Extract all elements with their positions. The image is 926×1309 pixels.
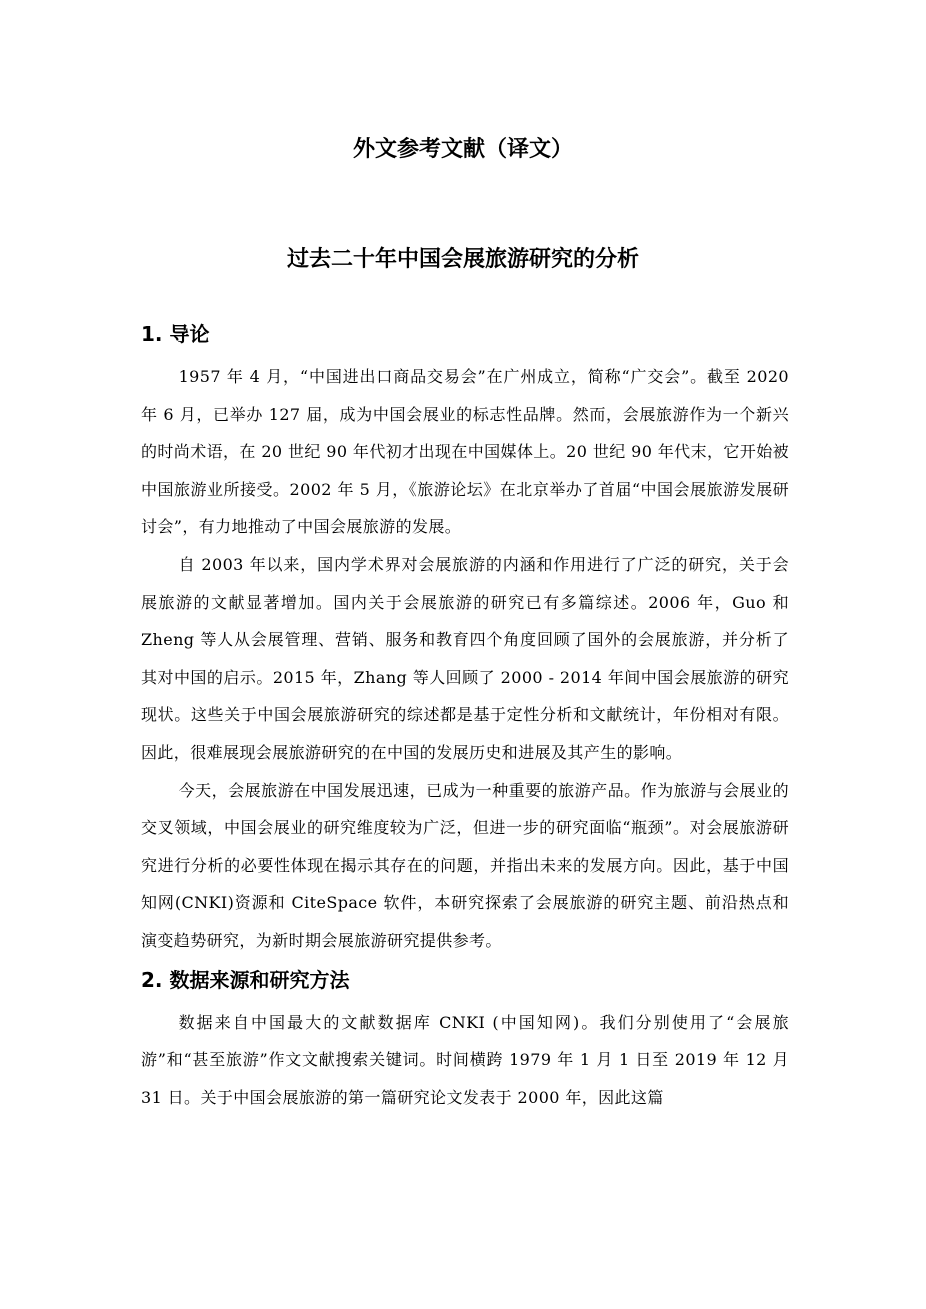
paragraph: 今天，会展旅游在中国发展迅速，已成为一种重要的旅游产品。作为旅游与会展业的交叉领域，中国会展业的研究维度较为广泛，但进一步的研究面临“瓶颈”。对会展旅游研究进行分析的必要性体现在揭示其存在的问题，并指出未来的发展方向。因此，基于中国知网(CNKI)资源和 CiteSpace 软件，本研究探索了会展旅游的研究主题、前沿热点和演变趋势研究，为新时期会展旅游研究提供参考。 [141, 780, 789, 950]
section-heading: 2. 数据来源和研究方法 [141, 967, 350, 992]
section-data-and-methods [141, 964, 789, 1117]
paragraph: 数据来自中国最大的文献数据库 CNKI (中国知网)。我们分别使用了“会展旅游”和“甚至旅游”作文文献搜索关键词。时间横跨 1979 年 1 月 1 日至 2019 年 12 月 31 日。关于中国会展旅游的第一篇研究论文发表于 2000 年，因此这篇 [141, 1012, 789, 1107]
document-header-title: 外文参考文献（译文） [352, 137, 573, 162]
section-heading: 1. 导论 [141, 322, 210, 346]
paper-title: 过去二十年中国会展旅游研究的分析 [286, 247, 639, 272]
section-introduction [141, 318, 789, 960]
document-body [141, 318, 789, 1116]
paragraph: 1957 年 4 月，“中国进出口商品交易会”在广州成立，简称“广交会”。截至 2020 年 6 月，已举办 127 届，成为中国会展业的标志性品牌。然而，会展旅游作为一个新兴的时尚术语，在 20 世纪 90 年代初才出现在中国媒体上。20 世纪 90 年代末，它开始被中国旅游业所接受。2002 年 5 月，《旅游论坛》在北京举办了首届“中国会展旅游发展研讨会”，有力地推动了中国会展旅游的发展。 [141, 367, 789, 537]
paragraph: 自 2003 年以来，国内学术界对会展旅游的内涵和作用进行了广泛的研究，关于会展旅游的文献显著增加。国内关于会展旅游的研究已有多篇综述。2006 年，Guo 和 Zheng 等人从会展管理、营销、服务和教育四个角度回顾了国外的会展旅游，并分析了其对中国的启示。2015 年，Zhang 等人回顾了 2000 - 2014 年间中国会展旅游的研究现状。这些关于中国会展旅游研究的综述都是基于定性分析和文献统计，年份相对有限。因此，很难展现会展旅游研究的在中国的发展历史和进展及其产生的影响。 [141, 554, 789, 762]
